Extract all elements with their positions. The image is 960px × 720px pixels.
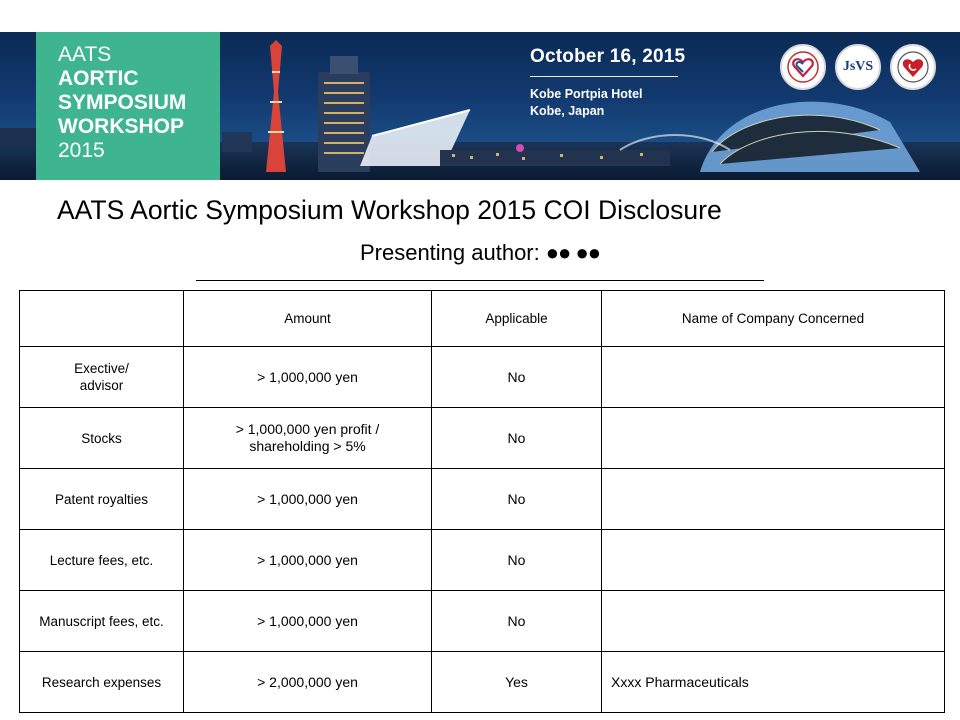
row-company bbox=[602, 591, 945, 652]
heart-society-seal-icon bbox=[780, 44, 826, 90]
row-applicable: No bbox=[432, 347, 602, 408]
row-category: Research expenses bbox=[20, 652, 184, 713]
table-row bbox=[20, 347, 945, 408]
presenting-author-name: ●● ●● bbox=[545, 240, 601, 265]
header-cell-amount: Amount bbox=[184, 291, 432, 347]
header-cell-applicable: Applicable bbox=[432, 291, 602, 347]
row-applicable: Yes bbox=[432, 652, 602, 713]
table-row bbox=[20, 591, 945, 652]
symposium-logo bbox=[36, 32, 220, 180]
table-row bbox=[20, 469, 945, 530]
logo-line-5: 2015 bbox=[58, 139, 105, 162]
row-category: Stocks bbox=[20, 408, 184, 469]
table-row bbox=[20, 408, 945, 469]
row-amount: > 1,000,000 yen bbox=[184, 530, 432, 591]
presenting-author bbox=[0, 240, 960, 266]
row-applicable: No bbox=[432, 408, 602, 469]
row-company bbox=[602, 408, 945, 469]
logo-line-1: AATS bbox=[58, 43, 112, 66]
row-amount-text: > 1,000,000 yen profit / shareholding > 5% bbox=[235, 421, 380, 454]
row-applicable: No bbox=[432, 469, 602, 530]
event-venue: Kobe Portpia Hotel bbox=[530, 87, 643, 101]
event-date: October 16, 2015 bbox=[530, 46, 686, 67]
logo-line-3: SYMPOSIUM bbox=[58, 91, 187, 114]
row-amount: > 1,000,000 yen bbox=[184, 591, 432, 652]
event-divider bbox=[530, 76, 678, 77]
page-title: AATS Aortic Symposium Workshop 2015 COI Disclosure bbox=[57, 195, 722, 225]
row-applicable: No bbox=[432, 530, 602, 591]
row-amount: > 1,000,000 yen bbox=[184, 469, 432, 530]
row-company bbox=[602, 347, 945, 408]
row-amount bbox=[184, 408, 432, 469]
header-cell-blank bbox=[20, 291, 184, 347]
table-row bbox=[20, 530, 945, 591]
row-amount: > 2,000,000 yen bbox=[184, 652, 432, 713]
logo-line-2: AORTIC bbox=[58, 67, 139, 90]
event-info bbox=[530, 46, 685, 120]
row-category-text: Exective/ advisor bbox=[74, 361, 129, 393]
row-category bbox=[20, 591, 184, 652]
row-category: Lecture fees, etc. bbox=[20, 530, 184, 591]
row-company: Xxxx Pharmaceuticals bbox=[602, 652, 945, 713]
presenting-author-label: Presenting author: bbox=[359, 240, 540, 265]
row-applicable: No bbox=[432, 591, 602, 652]
row-amount: > 1,000,000 yen bbox=[184, 347, 432, 408]
header-cell-company: Name of Company Concerned bbox=[602, 291, 945, 347]
table-row bbox=[20, 652, 945, 713]
row-category-text: Manuscript fees, etc. bbox=[39, 613, 164, 629]
table-header-row bbox=[20, 291, 945, 347]
row-category: Patent royalties bbox=[20, 469, 184, 530]
row-company bbox=[602, 530, 945, 591]
logo-line-4: WORKSHOP bbox=[58, 115, 184, 138]
coi-disclosure-table bbox=[19, 290, 945, 713]
association-heart-seal-icon bbox=[890, 44, 936, 90]
event-city: Kobe, Japan bbox=[530, 104, 605, 118]
title-divider bbox=[196, 280, 764, 281]
jsvs-seal-text: JsVS bbox=[842, 59, 874, 74]
row-category bbox=[20, 347, 184, 408]
row-company bbox=[602, 469, 945, 530]
jsvs-seal-icon bbox=[835, 44, 881, 90]
header-banner bbox=[0, 32, 960, 180]
